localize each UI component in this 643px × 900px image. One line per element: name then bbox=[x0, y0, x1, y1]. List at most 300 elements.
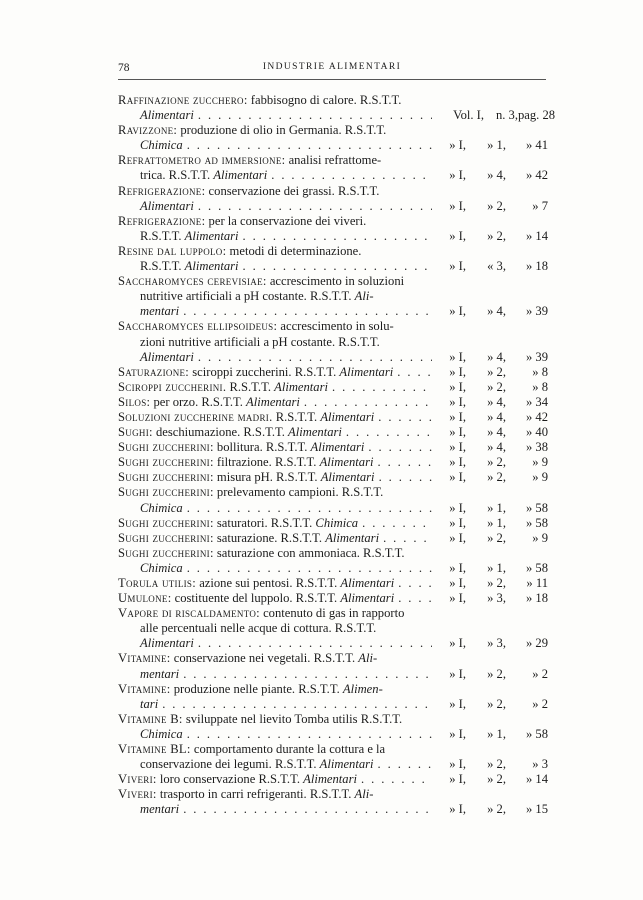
entry-line bbox=[118, 199, 548, 214]
entry-headword: Saccharomyces cerevisiae: bbox=[118, 274, 267, 289]
entry-line bbox=[118, 335, 548, 350]
index-entry bbox=[118, 576, 548, 591]
reference-volume: » I, bbox=[449, 802, 466, 817]
reference-page: » 9 bbox=[532, 530, 548, 545]
dot-leader bbox=[368, 440, 432, 455]
entry-text bbox=[118, 93, 401, 108]
entry-text bbox=[118, 651, 377, 666]
dot-leader bbox=[271, 168, 432, 183]
entry-line bbox=[118, 259, 548, 274]
reference-volume: » I, bbox=[449, 470, 466, 485]
reference-page: » 29 bbox=[525, 636, 548, 651]
entry-reference bbox=[436, 576, 548, 591]
dot-leader bbox=[198, 199, 432, 214]
reference-volume: » I, bbox=[449, 666, 466, 681]
entry-headword: Soluzioni zuccherine madri. bbox=[118, 409, 273, 424]
index-entry bbox=[118, 184, 548, 214]
reference-volume: Vol. I, bbox=[453, 108, 484, 123]
entry-text bbox=[140, 757, 374, 772]
reference-volume: » I, bbox=[449, 138, 466, 153]
entry-line bbox=[118, 621, 548, 636]
reference-issue: » 2, bbox=[487, 530, 506, 545]
reference-volume: » I, bbox=[449, 304, 466, 319]
reference-page: » 40 bbox=[525, 425, 548, 440]
journal-name: Alimentari bbox=[339, 364, 394, 379]
entry-reference bbox=[436, 697, 548, 712]
entry-text bbox=[140, 636, 194, 651]
reference-issue: n. 3, bbox=[495, 108, 518, 123]
dot-leader bbox=[162, 697, 432, 712]
entry-text bbox=[140, 501, 183, 516]
entry-description: loro conservazione R.S.T.T. bbox=[156, 772, 304, 787]
entry-description: conservazione dei legumi. R.S.T.T. bbox=[140, 757, 320, 772]
index-entry bbox=[118, 395, 548, 410]
dot-leader bbox=[198, 108, 432, 123]
entry-line bbox=[118, 757, 548, 772]
index-entry bbox=[118, 214, 548, 244]
index-entry bbox=[118, 546, 548, 576]
entry-text bbox=[118, 153, 381, 168]
reference-volume: » I, bbox=[449, 168, 466, 183]
dot-leader bbox=[183, 802, 432, 817]
entry-description: prelevamento campioni. R.S.T.T. bbox=[213, 485, 384, 500]
reference-page: » 8 bbox=[532, 364, 548, 379]
entry-text bbox=[118, 712, 402, 727]
entry-line bbox=[118, 123, 548, 138]
index-entry bbox=[118, 772, 548, 787]
reference-issue: » 2, bbox=[487, 470, 506, 485]
reference-issue: » 2, bbox=[487, 666, 506, 681]
journal-name: Alimentari bbox=[140, 349, 194, 364]
entry-line bbox=[118, 772, 548, 787]
entry-text bbox=[118, 319, 394, 334]
entry-description: R.S.T.T. bbox=[272, 409, 321, 424]
entry-line bbox=[118, 697, 548, 712]
reference-issue: » 1, bbox=[487, 500, 506, 515]
entry-description: bollitura. R.S.T.T. bbox=[213, 440, 311, 455]
entry-headword: Refrigerazione: bbox=[118, 183, 206, 198]
entry-reference bbox=[436, 350, 548, 365]
index-entry bbox=[118, 410, 548, 425]
entry-line bbox=[118, 440, 548, 455]
entry-text bbox=[140, 350, 194, 365]
entry-headword: Vitamine B: bbox=[118, 711, 183, 726]
entry-description: produzione nelle piante. R.S.T.T. bbox=[170, 681, 343, 696]
journal-name: Alimentari bbox=[274, 379, 328, 394]
entry-line bbox=[118, 229, 548, 244]
index-entry bbox=[118, 274, 548, 319]
entry-headword: Sughi zuccherini: bbox=[118, 530, 214, 545]
entry-line bbox=[118, 455, 548, 470]
dot-leader bbox=[198, 636, 432, 651]
entry-reference bbox=[436, 802, 548, 817]
reference-issue: » 2, bbox=[487, 455, 506, 470]
entry-line bbox=[118, 184, 548, 199]
journal-name: Chimica bbox=[140, 138, 183, 153]
entry-headword: Viveri: bbox=[118, 787, 157, 802]
entry-description: filtrazione. R.S.T.T. bbox=[213, 455, 320, 470]
entry-reference bbox=[436, 667, 548, 682]
reference-issue: » 4, bbox=[487, 304, 506, 319]
entry-text bbox=[118, 682, 383, 697]
reference-issue: » 2, bbox=[487, 772, 506, 787]
entry-text bbox=[118, 440, 364, 455]
entry-text bbox=[118, 380, 328, 395]
entry-text bbox=[140, 289, 374, 304]
entry-reference bbox=[436, 199, 548, 214]
journal-name: Ali- bbox=[358, 651, 378, 666]
index-entry bbox=[118, 380, 548, 395]
entry-headword: Sughi zuccherini: bbox=[118, 440, 214, 455]
entry-reference bbox=[436, 636, 548, 651]
entry-text bbox=[140, 108, 194, 123]
entry-text bbox=[118, 485, 383, 500]
dot-leader bbox=[397, 365, 432, 380]
entry-description: nutritive artificiali a pH costante. R.S.T.T. bbox=[140, 289, 355, 304]
entry-reference bbox=[436, 727, 548, 742]
reference-page: » 9 bbox=[532, 455, 548, 470]
entry-description: comportamento durante la cottura e la bbox=[190, 742, 386, 757]
reference-volume: » I, bbox=[449, 455, 466, 470]
entry-line bbox=[118, 591, 548, 606]
index-entry bbox=[118, 93, 556, 123]
reference-issue: » 2, bbox=[487, 757, 506, 772]
entry-reference bbox=[436, 772, 548, 787]
reference-page: » 41 bbox=[525, 138, 548, 153]
journal-name: Alimentari bbox=[140, 108, 194, 123]
entry-text bbox=[140, 138, 183, 153]
reference-volume: » I, bbox=[449, 515, 466, 530]
reference-volume: » I, bbox=[449, 560, 466, 575]
entry-line bbox=[118, 289, 548, 304]
reference-page: » 18 bbox=[525, 259, 548, 274]
dot-leader bbox=[383, 531, 432, 546]
entry-description: saturatori. R.S.T.T. bbox=[213, 515, 316, 530]
journal-name: Chimica bbox=[315, 515, 359, 530]
reference-volume: » I, bbox=[449, 364, 466, 379]
dot-leader bbox=[198, 350, 432, 365]
reference-page: » 15 bbox=[525, 802, 548, 817]
journal-name: Alimentari bbox=[325, 530, 380, 545]
entry-reference bbox=[436, 304, 548, 319]
entry-reference bbox=[436, 501, 548, 516]
entry-description: metodi di determinazione. bbox=[226, 243, 362, 258]
entry-description: sviluppate nel lievito Tomba utilis R.S.T.T. bbox=[182, 711, 403, 726]
index-entries bbox=[118, 93, 556, 818]
entry-line bbox=[118, 531, 548, 546]
entry-headword: Sughi zuccherini: bbox=[118, 515, 214, 530]
entry-line bbox=[118, 425, 548, 440]
entry-reference bbox=[436, 229, 548, 244]
entry-text bbox=[118, 546, 405, 561]
entry-reference bbox=[436, 380, 548, 395]
dot-leader bbox=[332, 380, 432, 395]
journal-name: Alimentari bbox=[340, 591, 395, 606]
entry-description: alle percentuali nelle acque di cottura. R.S.T.T. bbox=[140, 621, 377, 636]
journal-name: Alimentari bbox=[140, 198, 194, 213]
index-entry bbox=[118, 606, 548, 651]
reference-page: » 34 bbox=[525, 394, 548, 409]
entry-text bbox=[140, 335, 380, 350]
reference-page: » 2 bbox=[532, 666, 548, 681]
entry-description: azione sui pentosi. R.S.T.T. bbox=[196, 576, 341, 590]
journal-name: tari bbox=[140, 696, 159, 711]
journal-name: Alimentari bbox=[320, 470, 375, 485]
dot-leader bbox=[378, 757, 432, 772]
reference-volume: » I, bbox=[449, 696, 466, 711]
reference-issue: » 4, bbox=[487, 409, 506, 424]
reference-page: » 8 bbox=[532, 379, 548, 394]
reference-page: » 18 bbox=[525, 591, 548, 606]
index-entry bbox=[118, 531, 548, 546]
entry-text bbox=[118, 123, 386, 138]
journal-name: Alimentari bbox=[140, 636, 194, 651]
dot-leader bbox=[243, 259, 432, 274]
entry-line bbox=[118, 108, 556, 123]
reference-volume: » I, bbox=[449, 425, 466, 440]
entry-description: conservazione dei grassi. R.S.T.T. bbox=[205, 183, 380, 198]
entry-text bbox=[118, 425, 342, 440]
reference-page: » 38 bbox=[525, 440, 548, 455]
index-entry bbox=[118, 787, 548, 817]
entry-headword: Silos: bbox=[118, 394, 151, 409]
index-entry bbox=[118, 365, 548, 380]
entry-line bbox=[118, 742, 548, 757]
entry-description: saturazione. R.S.T.T. bbox=[213, 530, 326, 545]
reference-page: » 14 bbox=[525, 772, 548, 787]
reference-issue: » 2, bbox=[487, 379, 506, 394]
reference-page: » 2 bbox=[532, 696, 548, 711]
dot-leader bbox=[243, 229, 432, 244]
index-entry bbox=[118, 319, 548, 364]
index-entry bbox=[118, 742, 548, 772]
reference-page: » 58 bbox=[525, 500, 548, 515]
reference-volume: » I, bbox=[449, 726, 466, 741]
running-title: INDUSTRIE ALIMENTARI bbox=[262, 62, 402, 72]
entry-line bbox=[118, 485, 548, 500]
index-entry bbox=[118, 470, 548, 485]
entry-headword: Sciroppi zuccherini. bbox=[118, 379, 227, 394]
reference-issue: » 3, bbox=[487, 636, 506, 651]
reference-page: » 58 bbox=[525, 560, 548, 575]
reference-volume: » I, bbox=[449, 198, 466, 213]
entry-text bbox=[118, 591, 394, 606]
entry-reference bbox=[436, 531, 548, 546]
entry-text bbox=[118, 772, 357, 787]
reference-page: pag. 28 bbox=[518, 108, 556, 123]
entry-line bbox=[118, 93, 548, 108]
journal-name: Alimentari bbox=[184, 228, 239, 243]
journal-name: Alimentari bbox=[320, 409, 375, 424]
entry-description: zioni nutritive artificiali a pH costante. R.S.T.T. bbox=[140, 334, 380, 349]
index-entry bbox=[118, 485, 548, 515]
entry-line bbox=[118, 546, 548, 561]
index-entry bbox=[118, 455, 548, 470]
entry-text bbox=[118, 576, 394, 591]
index-entry bbox=[118, 440, 548, 455]
entry-description: per orzo. R.S.T.T. bbox=[150, 394, 247, 409]
entry-description: accrescimento in soluzioni bbox=[266, 274, 405, 289]
entry-description: conservazione nei vegetali. R.S.T.T. bbox=[170, 651, 359, 666]
entry-headword: Raffinazione zucchero: bbox=[118, 93, 248, 107]
index-entry bbox=[118, 153, 548, 183]
entry-line bbox=[118, 304, 548, 319]
entry-headword: Vapore di riscaldamento: bbox=[118, 606, 260, 621]
page-number: 78 bbox=[118, 62, 130, 74]
journal-name: Alimentari bbox=[319, 757, 374, 772]
dot-leader bbox=[187, 138, 432, 153]
reference-volume: » I, bbox=[449, 636, 466, 651]
reference-issue: » 1, bbox=[487, 515, 506, 530]
entry-text bbox=[118, 742, 385, 757]
entry-text bbox=[118, 184, 379, 199]
journal-name: Ali- bbox=[354, 289, 374, 304]
journal-name: mentari bbox=[140, 802, 180, 817]
reference-issue: » 1, bbox=[487, 726, 506, 741]
reference-page: » 39 bbox=[525, 349, 548, 364]
journal-name: Alimentari bbox=[246, 394, 300, 409]
entry-description: produzione di olio in Germania. R.S.T.T. bbox=[177, 123, 387, 138]
entry-line bbox=[118, 576, 548, 591]
entry-text bbox=[118, 531, 379, 546]
entry-headword: Refrattometro ad immersione: bbox=[118, 153, 286, 168]
entry-text bbox=[140, 229, 239, 244]
entry-headword: Sughi zuccherini: bbox=[118, 470, 214, 485]
entry-description: misura pH. R.S.T.T. bbox=[213, 470, 321, 485]
journal-name: Ali- bbox=[354, 787, 374, 802]
reference-issue: » 4, bbox=[487, 394, 506, 409]
entry-text bbox=[118, 365, 393, 380]
dot-leader bbox=[378, 410, 432, 425]
entry-text bbox=[140, 168, 267, 183]
reference-page: » 3 bbox=[532, 757, 548, 772]
entry-headword: Umulone: bbox=[118, 591, 172, 606]
dot-leader bbox=[304, 395, 432, 410]
entry-line bbox=[118, 636, 548, 651]
dot-leader bbox=[379, 470, 432, 485]
entry-line bbox=[118, 350, 548, 365]
entry-text bbox=[118, 274, 404, 289]
reference-page: » 58 bbox=[525, 726, 548, 741]
entry-reference bbox=[436, 455, 548, 470]
entry-text bbox=[140, 621, 376, 636]
entry-headword: Saturazione: bbox=[118, 364, 190, 379]
entry-headword: Vitamine: bbox=[118, 651, 171, 666]
entry-line bbox=[118, 787, 548, 802]
reference-issue: » 1, bbox=[487, 138, 506, 153]
journal-name: Alimentari bbox=[213, 168, 268, 183]
entry-line bbox=[118, 682, 548, 697]
entry-text bbox=[118, 244, 361, 259]
reference-page: » 9 bbox=[532, 470, 548, 485]
entry-description: deschiumazione. R.S.T.T. bbox=[152, 425, 289, 440]
entry-description: R.S.T.T. bbox=[140, 259, 185, 274]
entry-description: analisi refrattome- bbox=[285, 153, 382, 168]
entry-headword: Refrigerazione: bbox=[118, 213, 206, 228]
entry-line bbox=[118, 380, 548, 395]
index-entry bbox=[118, 591, 548, 606]
entry-headword: Sughi zuccherini: bbox=[118, 455, 214, 470]
entry-text bbox=[140, 199, 194, 214]
reference-issue: « 3, bbox=[487, 259, 506, 274]
entry-description: trica. R.S.T.T. bbox=[140, 168, 214, 183]
entry-reference bbox=[436, 757, 548, 772]
entry-line bbox=[118, 501, 548, 516]
reference-volume: » I, bbox=[449, 576, 466, 590]
index-entry bbox=[118, 712, 548, 742]
entry-reference bbox=[436, 259, 548, 274]
dot-leader bbox=[183, 667, 432, 682]
entry-text bbox=[118, 787, 373, 802]
entry-line bbox=[118, 727, 548, 742]
entry-line bbox=[118, 516, 548, 531]
entry-text bbox=[140, 802, 179, 817]
entry-headword: Sughi zuccherini: bbox=[118, 545, 214, 560]
entry-line bbox=[118, 168, 548, 183]
entry-description: accrescimento in solu- bbox=[277, 319, 394, 334]
reference-page: » 39 bbox=[525, 304, 548, 319]
entry-headword: Sughi: bbox=[118, 425, 153, 440]
index-entry bbox=[118, 244, 548, 274]
entry-text bbox=[118, 395, 300, 410]
entry-reference bbox=[436, 395, 548, 410]
reference-issue: » 3, bbox=[487, 591, 506, 606]
entry-reference bbox=[436, 168, 548, 183]
journal-name: Chimica bbox=[140, 500, 183, 515]
reference-page: » 14 bbox=[525, 228, 548, 243]
entry-line bbox=[118, 802, 548, 817]
entry-reference bbox=[436, 108, 556, 123]
entry-text bbox=[118, 606, 404, 621]
index-entry bbox=[118, 682, 548, 712]
entry-text bbox=[118, 470, 375, 485]
dot-leader bbox=[187, 501, 432, 516]
entry-text bbox=[118, 410, 374, 425]
entry-reference bbox=[436, 516, 548, 531]
reference-volume: » I, bbox=[449, 772, 466, 787]
reference-issue: » 4, bbox=[487, 168, 506, 183]
dot-leader bbox=[187, 727, 432, 742]
entry-text bbox=[140, 727, 183, 742]
reference-volume: » I, bbox=[449, 409, 466, 424]
entry-description: R.S.T.T. bbox=[226, 379, 275, 394]
entry-reference bbox=[436, 561, 548, 576]
entry-line bbox=[118, 138, 548, 153]
entry-line bbox=[118, 274, 548, 289]
entry-reference bbox=[436, 470, 548, 485]
entry-line bbox=[118, 365, 548, 380]
entry-reference bbox=[436, 440, 548, 455]
entry-headword: Saccharomyces ellipsoideus: bbox=[118, 319, 278, 334]
journal-name: Alimentari bbox=[184, 259, 239, 274]
journal-name: Alimentari bbox=[288, 425, 342, 440]
entry-line bbox=[118, 561, 548, 576]
entry-text bbox=[140, 259, 239, 274]
entry-line bbox=[118, 712, 548, 727]
reference-volume: » I, bbox=[449, 757, 466, 772]
reference-page: » 7 bbox=[532, 198, 548, 213]
entry-description: saturazione con ammoniaca. R.S.T.T. bbox=[213, 545, 405, 560]
entry-description: costituente del luppolo. R.S.T.T. bbox=[171, 591, 341, 606]
reference-page: » 42 bbox=[525, 168, 548, 183]
index-entry bbox=[118, 516, 548, 531]
entry-line bbox=[118, 470, 548, 485]
reference-issue: » 2, bbox=[487, 228, 506, 243]
entry-description: sciroppi zuccherini. R.S.T.T. bbox=[189, 364, 340, 379]
reference-page: » 42 bbox=[525, 409, 548, 424]
dot-leader bbox=[187, 561, 432, 576]
entry-reference bbox=[436, 138, 548, 153]
